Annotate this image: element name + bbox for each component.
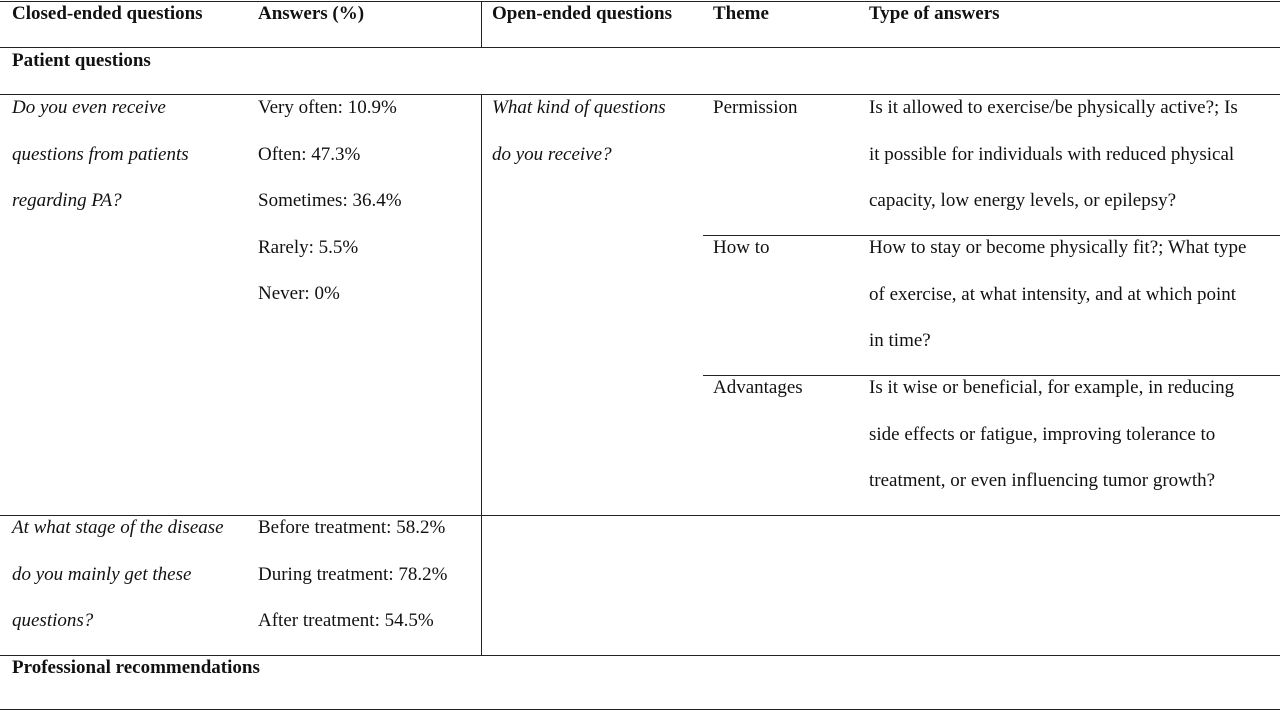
closed-question-1 (12, 85, 189, 225)
header-rule (0, 47, 1280, 48)
answer-item: Often: 47.3% (258, 143, 361, 165)
open-question-1 (492, 85, 666, 178)
type-of-answers-line: treatment, or even influencing tumor growth? (869, 470, 1216, 491)
answers-2 (258, 505, 447, 645)
theme-advantages: Advantages (713, 377, 803, 398)
type-of-answers-how-to (869, 225, 1246, 365)
type-of-answers-advantages (869, 365, 1234, 505)
type-of-answers-line: of exercise, at what intensity, and at which point (869, 283, 1237, 305)
type-of-answers-line: Is it wise or beneficial, for example, in reducing (869, 377, 1235, 398)
open-question-1-line: do you receive? (492, 143, 612, 165)
table-bottom-rule (0, 709, 1280, 710)
open-question-1-line: What kind of questions (492, 97, 666, 118)
closed-question-2-line: questions? (12, 610, 94, 631)
answer-item: During treatment: 78.2% (258, 563, 448, 585)
closed-question-1-line: questions from patients (12, 143, 189, 165)
type-of-answers-line: Is it allowed to exercise/be physically active?; Is (869, 97, 1238, 118)
closed-question-2-line: At what stage of the disease (12, 517, 224, 538)
header-theme: Theme (713, 3, 769, 24)
header-answers: Answers (%) (258, 3, 365, 24)
type-of-answers-line: it possible for individuals with reduced physical (869, 143, 1235, 165)
closed-question-1-line: regarding PA? (12, 190, 122, 211)
answer-item: Before treatment: 58.2% (258, 517, 446, 538)
closed-question-2-line: do you mainly get these (12, 563, 192, 585)
type-of-answers-line: capacity, low energy levels, or epilepsy? (869, 190, 1177, 211)
closed-question-2 (12, 505, 224, 645)
type-of-answers-line: in time? (869, 330, 931, 351)
theme-how-to: How to (713, 237, 770, 258)
header-type-of-answers: Type of answers (869, 3, 1000, 24)
type-of-answers-permission (869, 85, 1238, 225)
answer-item: Never: 0% (258, 283, 340, 304)
answer-item: Sometimes: 36.4% (258, 190, 402, 211)
type-of-answers-line: How to stay or become physically fit?; What type (869, 237, 1247, 258)
section-professional-recommendations: Professional recommendations (12, 657, 260, 678)
column-divider-header (481, 1, 482, 47)
answers-1 (258, 85, 402, 318)
header-open-questions: Open-ended questions (492, 3, 673, 24)
column-divider-body (481, 94, 482, 655)
answer-item: Rarely: 5.5% (258, 236, 359, 258)
answer-item: Very often: 10.9% (258, 97, 397, 118)
closed-question-1-line: Do you even receive (12, 97, 166, 118)
answer-item: After treatment: 54.5% (258, 610, 434, 631)
section-patient-questions: Patient questions (12, 50, 151, 71)
theme-permission: Permission (713, 97, 798, 118)
header-closed-questions: Closed-ended questions (12, 3, 203, 24)
type-of-answers-line: side effects or fatigue, improving tolerance to (869, 423, 1216, 445)
